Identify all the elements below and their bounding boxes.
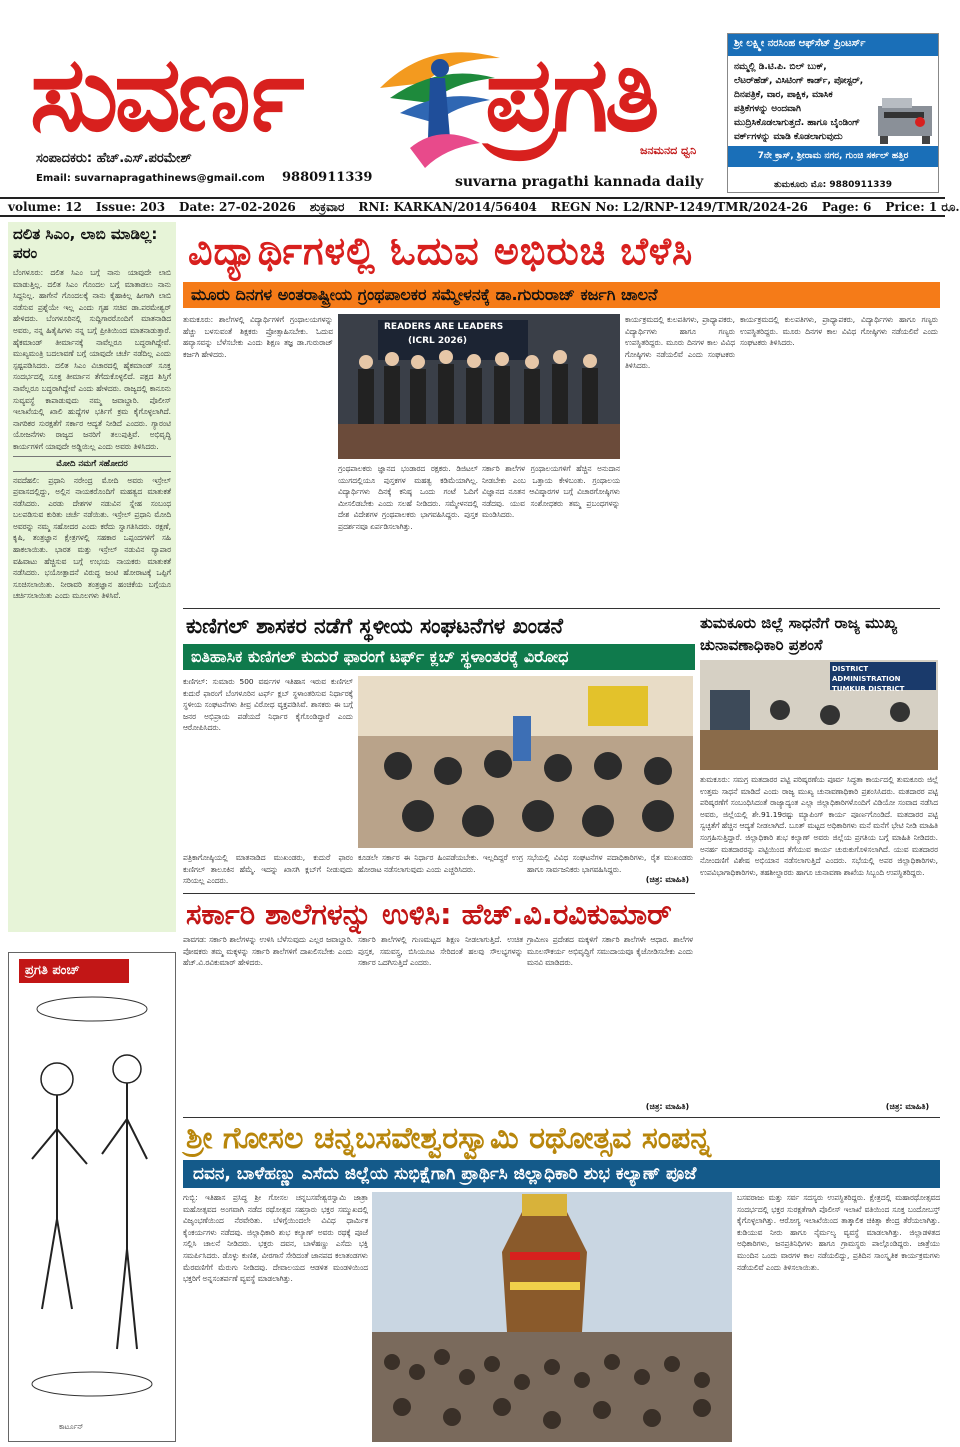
masthead bbox=[0, 0, 945, 195]
editor-line: ಸಂಪಾದಕರು: ಹೆಚ್.ಎಸ್.ಪರಮೇಶ್ bbox=[36, 151, 192, 166]
panch-caption: ಕಾರ್ಟೂನ್ bbox=[59, 1423, 84, 1431]
advert-contact: ತುಮಕೂರು ಮೊ: 9880911339 bbox=[774, 180, 892, 190]
price: Price: 1 ರೂ. bbox=[885, 199, 960, 214]
motto: ಜನಮನದ ಧ್ವನಿ bbox=[640, 144, 697, 157]
schools-col-1: ಪಾವಗಡ: ಸರ್ಕಾರಿ ಶಾಲೆಗಳನ್ನು ಉಳಿಸಿ ಬೆಳೆಸುವುದು ಎಲ್ಲರ ಜವಾಬ್ದಾರಿ. ಪೋಷಕರು ತಮ್ಮ ಮಕ್ಕಳನ್ನು ಸರ್ಕಾರಿ ಶಾಲೆಗಳಿಗೆ ದಾಖಲಿಸಬೇಕು ಎಂದು ಹೆಚ್.ವಿ.ರವಿಕುಮಾರ್ ಹೇಳಿದರು. bbox=[183, 935, 353, 968]
left-column bbox=[8, 222, 176, 932]
meeting-photo-icon bbox=[358, 676, 693, 848]
logo-title-left: ಸುವರ್ಣ bbox=[30, 32, 301, 155]
gosala-headline: ಶ್ರೀ ಗೋಸಲ ಚನ್ನಬಸವೇಶ್ವರಸ್ವಾಮಿ ರಥೋತ್ಸವ ಸಂಪನ್ನ bbox=[186, 1121, 712, 1156]
lead-col-4: ಕಾರ್ಯಕ್ರಮದಲ್ಲಿ ಕುಲಪತಿಗಳು, ಪ್ರಾಧ್ಯಾಪಕರು, ವಿದ್ಯಾರ್ಥಿಗಳು ಹಾಗೂ ಗಣ್ಯರು ಉಪಸ್ಥಿತರಿದ್ದರು. ಮೂರು ದಿನಗಳ ಕಾಲ ವಿವಿಧ ಗೋಷ್ಠಿಗಳು ನಡೆಯಲಿವೆ ಎಂದು ಸಂಘಟಕರು ತಿಳಿಸಿದರು. bbox=[625, 315, 735, 371]
email-line: Email: suvarnapragathinews@gmail.com bbox=[36, 173, 265, 184]
photo-banner-1: READERS ARE LEADERS bbox=[384, 322, 504, 332]
tumakuru-credit: (ಚಿತ್ರ: ಮಾಹಿತಿ) bbox=[885, 1102, 930, 1111]
lead-col-1: ತುಮಕೂರು: ಶಾಲೆಗಳಲ್ಲಿ ವಿದ್ಯಾರ್ಥಿಗಳಿಗೆ ಗ್ರಂಥಾಲಯಗಳನ್ನು ಹೆಚ್ಚು ಬಳಸುವಂತೆ ಶಿಕ್ಷಕರು ಪ್ರೋತ್ಸಾಹಿಸಬೇಕು. ಓದುವ ಹವ್ಯಾಸವನ್ನು ಬೆಳೆಸಬೇಕು ಎಂದು ಶಿಕ್ಷಣ ತಜ್ಞ ಡಾ.ಗುರುರಾಜ್ ಕರ್ಜಗಿ ಹೇಳಿದರು. bbox=[183, 315, 333, 359]
rni-number: RNI: KARKAN/2014/56404 bbox=[358, 200, 537, 214]
regn-number: REGN No: L2/RNP-1249/TMR/2024-26 bbox=[550, 200, 808, 214]
advert-body: ನಮ್ಮಲ್ಲಿ ಡಿ.ಟಿ.ಪಿ. ಬಿಲ್ ಬುಕ್, ಲೆಟರ್‌ಹೆಡ್, ವಿಸಿಟಿಂಗ್ ಕಾರ್ಡ್, ಪೋಸ್ಟರ್, ದಿನಪತ್ರಿಕೆ, ವಾರ, ಪಾಕ್ಷಿಕ, ಮಾಸಿಕ ಪತ್ರಿಕೆಗಳನ್ನು ಅಂದವಾಗಿ ಮುದ್ರಿಸಿಕೊಡಲಾಗುತ್ತದೆ. ಹಾಗೂ ಬೈಂಡಿಂಗ್ ವರ್ಕ್‌ಗಳನ್ನು ಮಾಡಿ ಕೊಡಲಾಗುವುದು bbox=[734, 62, 864, 142]
tumakuru-headline: ತುಮಕೂರು ಜಿಲ್ಲೆ ಸಾಧನೆಗೆ ರಾಜ್ಯ ಮುಖ್ಯ ಚುನಾವಣಾಧಿಕಾರಿ ಪ್ರಶಂಸೆ bbox=[700, 614, 898, 654]
schools-headline: ಸರ್ಕಾರಿ ಶಾಲೆಗಳನ್ನು ಉಳಿಸಿ: ಹೆಚ್.ವಿ.ರವಿಕುಮಾರ್ bbox=[186, 897, 672, 931]
left-headline: ದಲಿತ ಸಿಎಂ, ಲಾಬಿ ಮಾಡಿಲ್ಲ: ಪರಂ bbox=[13, 225, 158, 262]
lead-col-5: ಕಾರ್ಯಕ್ರಮದಲ್ಲಿ ಕುಲಪತಿಗಳು, ಪ್ರಾಧ್ಯಾಪಕರು, ವಿದ್ಯಾರ್ಥಿಗಳು ಹಾಗೂ ಗಣ್ಯರು ಉಪಸ್ಥಿತರಿದ್ದರು. ಮೂರು ದಿನಗಳ ಕಾಲ ವಿವಿಧ ಗೋಷ್ಠಿಗಳು ನಡೆಯಲಿವೆ ಎಂದು ಸಂಘಟಕರು ತಿಳಿಸಿದರು. bbox=[740, 315, 938, 348]
date: Date: 27-02-2026 bbox=[179, 200, 296, 214]
photo-sign-text: DISTRICT ADMINISTRATION TUMKUR DISTRICT bbox=[832, 665, 905, 693]
schools-col-2: ಸರ್ಕಾರಿ ಶಾಲೆಗಳಲ್ಲಿ ಗುಣಮಟ್ಟದ ಶಿಕ್ಷಣ ನೀಡಲಾಗುತ್ತಿದೆ. ಉಚಿತ ಪುಸ್ತಕ, ಸಮವಸ್ತ್ರ, ಬಿಸಿಯೂಟ ಸೇರಿದಂತೆ ಹಲವು ಸೌಲಭ್ಯಗಳನ್ನು ಸರ್ಕಾರ ಒದಗಿಸುತ್ತಿದೆ ಎಂದರು. bbox=[358, 935, 523, 968]
gosala-col-2: ಬಸವರಾಜು ಮತ್ತು ಸರ್ವ ಸದಸ್ಯರು ಉಪಸ್ಥಿತರಿದ್ದರು. ಕ್ಷೇತ್ರದಲ್ಲಿ ಮಹಾರಥೋತ್ಸವದ ಸಂದರ್ಭದಲ್ಲಿ ಭಕ್ತರ ಸುರಕ್ಷತೆಗಾಗಿ ಪೊಲೀಸ್ ಇಲಾಖೆ ವತಿಯಿಂದ ಸೂಕ್ತ ಬಂದೋಬಸ್ತ್ ಕೈಗೊಳ್ಳಲಾಗಿತ್ತು. ಆರೋಗ್ಯ ಇಲಾಖೆಯಿಂದ ತಾತ್ಕಾಲಿಕ ಚಿಕಿತ್ಸಾ ಕೇಂದ್ರ ತೆರೆಯಲಾಗಿತ್ತು. ಕುಡಿಯುವ ನೀರು ಹಾಗೂ ನೈರ್ಮಲ್ಯ ವ್ಯವಸ್ಥೆ ಮಾಡಲಾಗಿತ್ತು. ಜಿಲ್ಲಾಡಳಿತದ ಅಧಿಕಾರಿಗಳು, ಜನಪ್ರತಿನಿಧಿಗಳು ಹಾಗೂ ಗ್ರಾಮಸ್ಥರು ಪಾಲ್ಗೊಂಡಿದ್ದರು. ಜಾತ್ರೆಯು ಮುಂದಿನ ಒಂದು ವಾರಗಳ ಕಾಲ ನಡೆಯಲಿದ್ದು, ಪ್ರತಿದಿನ ಸಾಂಸ್ಕೃತಿಕ ಕಾರ್ಯಕ್ರಮಗಳು ನಡೆಯಲಿವೆ ಎಂದು ತಿಳಿಸಲಾಯಿತು. bbox=[737, 1193, 940, 1272]
gosala-col-1: ಗುಬ್ಬಿ: ಇತಿಹಾಸ ಪ್ರಸಿದ್ಧ ಶ್ರೀ ಗೋಸಲ ಚನ್ನಬಸವೇಶ್ವರಸ್ವಾಮಿ ಜಾತ್ರಾ ಮಹೋತ್ಸವದ ಅಂಗವಾಗಿ ನಡೆದ ರಥೋತ್ಸವ ಸಹಸ್ರಾರು ಭಕ್ತರ ಸಮ್ಮುಖದಲ್ಲಿ ವಿಜೃಂಭಣೆಯಿಂದ ನೆರವೇರಿತು. ಬೆಳಿಗ್ಗೆಯಿಂದಲೇ ವಿವಿಧ ಧಾರ್ಮಿಕ ಕೈಂಕರ್ಯಗಳು ನಡೆದವು. ಜಿಲ್ಲಾಧಿಕಾರಿ ಶುಭ ಕಲ್ಯಾಣ್ ಅವರು ರಥಕ್ಕೆ ಪೂಜೆ ಸಲ್ಲಿಸಿ ಚಾಲನೆ ನೀಡಿದರು. ಭಕ್ತರು ದವನ, ಬಾಳೆಹಣ್ಣು ಎಸೆದು ಭಕ್ತಿ ಸಮರ್ಪಿಸಿದರು. ಡೊಳ್ಳು ಕುಣಿತ, ವೀರಗಾಸೆ ಸೇರಿದಂತೆ ಜಾನಪದ ಕಲಾತಂಡಗಳು ಮೆರವಣಿಗೆಗೆ ಮೆರುಗು ನೀಡಿದವು. ದೇವಾಲಯದ ಆಡಳಿತ ಮಂಡಳಿಯಿಂದ ಭಕ್ತರಿಗೆ ಅನ್ನಸಂತರ್ಪಣೆ ವ್ಯವಸ್ಥೆ ಮಾಡಲಾಗಿತ್ತು. bbox=[183, 1193, 368, 1284]
panch-title: ಪ್ರಗತಿ ಪಂಚ್ bbox=[19, 959, 129, 983]
issue: Issue: 203 bbox=[95, 200, 166, 214]
subtitle: suvarna pragathi kannada daily bbox=[455, 174, 704, 190]
lead-headline: ವಿದ್ಯಾರ್ಥಿಗಳಲ್ಲಿ ಓದುವ ಅಭಿರುಚಿ ಬೆಳೆಸಿ bbox=[188, 229, 694, 273]
advert-heading: ಶ್ರೀ ಲಕ್ಷ್ಮೀ ನರಸಿಂಹ ಆಫ್‌ಸೆಟ್ ಪ್ರಿಂಟರ್ಸ್ bbox=[728, 34, 938, 56]
weekday: ಶುಕ್ರವಾರ bbox=[309, 199, 345, 214]
kunigal-headline: ಕುಣಿಗಲ್ ಶಾಸಕರ ನಡೆಗೆ ಸ್ಥಳೀಯ ಸಂಘಟನೆಗಳ ಖಂಡನೆ bbox=[186, 614, 564, 638]
tumakuru-photo bbox=[700, 660, 938, 770]
issue-info-bar bbox=[0, 197, 960, 217]
page-number: Page: 6 bbox=[821, 200, 872, 214]
divider bbox=[183, 893, 695, 894]
schools-credit: (ಚಿತ್ರ: ಮಾಹಿತಿ) bbox=[645, 1102, 690, 1111]
lead-col-2: ಗ್ರಂಥಪಾಲಕರು ಜ್ಞಾನದ ಭಂಡಾರದ ರಕ್ಷಕರು. ಡಿಜಿಟಲ್ ಯುಗದಲ್ಲಿಯೂ ಪುಸ್ತಕಗಳ ಮಹತ್ವ ಕಡಿಮೆಯಾಗಿಲ್ಲ. ವಿದ್ಯಾರ್ಥಿಗಳು ದಿನಕ್ಕೆ ಕನಿಷ್ಠ ಒಂದು ಗಂಟೆ ಓದಿಗೆ ಮೀಸಲಿಡಬೇಕು ಎಂದು ಸಲಹೆ ನೀಡಿದರು. ಸಮ್ಮೇಳನದಲ್ಲಿ ದೇಶ ವಿದೇಶಗಳ ಗ್ರಂಥಪಾಲಕರು ಭಾಗವಹಿಸಿದ್ದರು. ಪುಸ್ತಕ ಪ್ರದರ್ಶನವೂ ಏರ್ಪಡಿಸಲಾಗಿತ್ತು. bbox=[338, 464, 478, 531]
kunigal-photo bbox=[358, 676, 693, 848]
kunigal-subhead: ಐತಿಹಾಸಿಕ ಕುಣಿಗಲ್ ಕುದುರೆ ಫಾರಂಗೆ ಟರ್ಫ್ ಕ್ಲಬ್ ಸ್ಥಳಾಂತರಕ್ಕೆ ವಿರೋಧ bbox=[183, 644, 695, 670]
logo-title-right: ಪ್ರಗತಿ bbox=[485, 32, 656, 155]
lead-photo bbox=[338, 314, 620, 459]
conference-photo-icon bbox=[338, 314, 620, 459]
kunigal-col-4: ಸಭೆಯಲ್ಲಿ ವಿವಿಧ ಸಂಘಟನೆಗಳ ಪದಾಧಿಕಾರಿಗಳು, ರೈತ ಮುಖಂಡರು ಹಾಗೂ ಸಾರ್ವಜನಿಕರು ಭಾಗವಹಿಸಿದ್ದರು. bbox=[527, 853, 693, 874]
gosala-photo bbox=[372, 1192, 732, 1442]
kunigal-col-1: ಕುಣಿಗಲ್: ಸುಮಾರು 500 ವರ್ಷಗಳ ಇತಿಹಾಸ ಇರುವ ಕುಣಿಗಲ್ ಕುದುರೆ ಫಾರಂಗೆ ಬೆಂಗಳೂರಿನ ಟರ್ಫ್ ಕ್ಲಬ್ ಸ್ಥಳಾಂತರಿಸುವ ನಿರ್ಧಾರಕ್ಕೆ ಸ್ಥಳೀಯ ಸಂಘಟನೆಗಳು ತೀವ್ರ ವಿರೋಧ ವ್ಯಕ್ತಪಡಿಸಿವೆ. ಶಾಸಕರು ಈ ಬಗ್ಗೆ ಜನರ ಅಭಿಪ್ರಾಯ ಪಡೆಯದೆ ನಿರ್ಧಾರ ಕೈಗೊಂಡಿದ್ದಾರೆ ಎಂದು ಆರೋಪಿಸಿದರು. bbox=[183, 677, 353, 733]
advert-address: 7ನೇ ಕ್ರಾಸ್, ಶ್ರೀರಾಮ ನಗರ, ಗುಂಚಿ ಸರ್ಕಲ್ ಹತ್ತಿರ bbox=[728, 146, 938, 167]
printer-advert bbox=[727, 33, 939, 193]
phone-number: 9880911339 bbox=[282, 170, 373, 185]
pragati-panch bbox=[8, 952, 176, 1442]
divider bbox=[183, 1117, 940, 1118]
volume: volume: 12 bbox=[8, 200, 82, 214]
printing-press-icon bbox=[876, 92, 934, 146]
tumakuru-body: ತುಮಕೂರು: ಸಮಗ್ರ ಮತದಾರರ ಪಟ್ಟಿ ಪರಿಷ್ಕರಣೆಯ ಪೂರ್ವ ಸಿದ್ಧತಾ ಕಾರ್ಯದಲ್ಲಿ ತುಮಕೂರು ಜಿಲ್ಲೆ ಉತ್ತಮ ಸಾಧನೆ ಮಾಡಿದೆ ಎಂದು ರಾಜ್ಯ ಮುಖ್ಯ ಚುನಾವಣಾಧಿಕಾರಿ ಪ್ರಶಂಸಿಸಿದರು. ಮತದಾರರ ಪಟ್ಟಿ ಪರಿಷ್ಕರಣೆಗೆ ಸಂಬಂಧಿಸಿದಂತೆ ರಾಜ್ಯಾದ್ಯಂತ ಎಲ್ಲಾ ಜಿಲ್ಲಾಧಿಕಾರಿಗಳೊಂದಿಗೆ ವಿಡಿಯೋ ಸಂವಾದ ನಡೆಸಿದ ಅವರು, ಜಿಲ್ಲೆಯಲ್ಲಿ ಶೇ.91.19ರಷ್ಟು ಮ್ಯಾಪಿಂಗ್ ಕಾರ್ಯ ಪೂರ್ಣಗೊಂಡಿದೆ. ಮತದಾರರ ಪಟ್ಟಿ ಸ್ವಚ್ಛತೆಗೆ ಹೆಚ್ಚಿನ ಆದ್ಯತೆ ನೀಡಲಾಗಿದೆ. ಬೂತ್ ಮಟ್ಟದ ಅಧಿಕಾರಿಗಳು ಮನೆ ಮನೆಗೆ ಭೇಟಿ ನೀಡಿ ಮಾಹಿತಿ ಸಂಗ್ರಹಿಸುತ್ತಿದ್ದಾರೆ. ಜಿಲ್ಲಾಧಿಕಾರಿ ಶುಭ ಕಲ್ಯಾಣ್ ಅವರು ಜಿಲ್ಲೆಯ ಪ್ರಗತಿಯ ಬಗ್ಗೆ ಮಾಹಿತಿ ನೀಡಿದರು. ಅನರ್ಹ ಮತದಾರರನ್ನು ಪಟ್ಟಿಯಿಂದ ತೆಗೆಯುವ ಕಾರ್ಯ ಚುರುಕುಗೊಳಿಸಲಾಗಿದೆ. ಯುವ ಮತದಾರರ ನೋಂದಣಿಗೆ ವಿಶೇಷ ಅಭಿಯಾನ ನಡೆಸಲಾಗುತ್ತಿದೆ ಎಂದರು. ಸಭೆಯಲ್ಲಿ ಅಪರ ಜಿಲ್ಲಾಧಿಕಾರಿಗಳು, ಉಪವಿಭಾಗಾಧಿಕಾರಿಗಳು, ತಹಶೀಲ್ದಾರರು ಹಾಗೂ ಚುನಾವಣಾ ಶಾಖೆಯ ಸಿಬ್ಬಂದಿ ಉಪಸ್ಥಿತರಿದ್ದರು. bbox=[700, 775, 938, 877]
lead-col-3: ಸರ್ಕಾರಿ ಶಾಲೆಗಳ ಗ್ರಂಥಾಲಯಗಳಿಗೆ ಹೆಚ್ಚಿನ ಅನುದಾನ ನೀಡಬೇಕು ಎಂಬ ಒತ್ತಾಯ ಕೇಳಿಬಂತು. ಗ್ರಂಥಾಲಯ ವಿಜ್ಞಾನದ ನೂತನ ಆವಿಷ್ಕಾರಗಳ ಬಗ್ಗೆ ವಿಚಾರಗೋಷ್ಠಿಗಳು ನಡೆದವು. ಯುವ ಸಂಶೋಧಕರು ತಮ್ಮ ಪ್ರಬಂಧಗಳನ್ನು ಮಂಡಿಸಿದರು. bbox=[482, 464, 620, 520]
kunigal-credit: (ಚಿತ್ರ: ಮಾಹಿತಿ) bbox=[645, 875, 690, 884]
kunigal-col-3: ಕೂಡಲೇ ಸರ್ಕಾರ ಈ ನಿರ್ಧಾರ ಹಿಂಪಡೆಯಬೇಕು. ಇಲ್ಲದಿದ್ದರೆ ಉಗ್ರ ಹೋರಾಟ ನಡೆಸಲಾಗುವುದು ಎಂದು ಎಚ್ಚರಿಸಿದರು. bbox=[358, 853, 523, 874]
left-sub-headline: ಮೋದಿ ನಮಗೆ ಸಹೋದರ bbox=[13, 456, 171, 472]
photo-banner-2: (ICRL 2026) bbox=[408, 336, 468, 346]
schools-col-3: ಗ್ರಾಮೀಣ ಪ್ರದೇಶದ ಮಕ್ಕಳಿಗೆ ಸರ್ಕಾರಿ ಶಾಲೆಗಳೇ ಆಧಾರ. ಶಾಲೆಗಳ ಮೂಲಸೌಕರ್ಯ ಅಭಿವೃದ್ಧಿಗೆ ಸಮುದಾಯವೂ ಕೈಜೋಡಿಸಬೇಕು ಎಂದು ಮನವಿ ಮಾಡಿದರು. bbox=[527, 935, 693, 968]
left-sub-body: ನವದೆಹಲಿ: ಪ್ರಧಾನಿ ನರೇಂದ್ರ ಮೋದಿ ಅವರು ಇಸ್ರೇಲ್ ಪ್ರವಾಸದಲ್ಲಿದ್ದು, ಅಲ್ಲಿನ ನಾಯಕರೊಂದಿಗೆ ಮಹತ್ವದ ಮಾತುಕತೆ ನಡೆಸಿದರು. ಎರಡು ದೇಶಗಳ ನಡುವಿನ ಸ್ನೇಹ ಸಂಬಂಧ ಬಲಪಡಿಸುವ ಕುರಿತು ಚರ್ಚೆ ನಡೆಯಿತು. ಇಸ್ರೇಲ್ ಪ್ರಧಾನಿ ಮೋದಿ ಅವರನ್ನು ನಮ್ಮ ಸಹೋದರ ಎಂದು ಕರೆದು ಸ್ವಾಗತಿಸಿದರು. ರಕ್ಷಣೆ, ಕೃಷಿ, ತಂತ್ರಜ್ಞಾನ ಕ್ಷೇತ್ರಗಳಲ್ಲಿ ಸಹಕಾರ ಒಪ್ಪಂದಗಳಿಗೆ ಸಹಿ ಹಾಕಲಾಯಿತು. ಭಾರತ ಮತ್ತು ಇಸ್ರೇಲ್ ನಡುವಿನ ವ್ಯಾಪಾರ ವಹಿವಾಟು ಹೆಚ್ಚಿಸುವ ಬಗ್ಗೆ ಉಭಯ ನಾಯಕರು ಮಾತುಕತೆ ನಡೆಸಿದರು. ಭಯೋತ್ಪಾದನೆ ವಿರುದ್ಧ ಜಂಟಿ ಹೋರಾಟಕ್ಕೆ ಒಪ್ಪಿಗೆ ಸೂಚಿಸಲಾಯಿತು. ನೀರಾವರಿ ತಂತ್ರಜ್ಞಾನ ಹಂಚಿಕೆಯ ಬಗ್ಗೆಯೂ ಚರ್ಚಿಸಲಾಯಿತು ಎಂದು ಮೂಲಗಳು ತಿಳಿಸಿವೆ. bbox=[13, 475, 171, 601]
kunigal-col-2: ಪತ್ರಿಕಾಗೋಷ್ಠಿಯಲ್ಲಿ ಮಾತನಾಡಿದ ಮುಖಂಡರು, ಕುದುರೆ ಫಾರಂ ಕುಣಿಗಲ್ ತಾಲೂಕಿನ ಹೆಮ್ಮೆ. ಇದನ್ನು ಖಾಸಗಿ ಕ್ಲಬ್‌ಗೆ ನೀಡುವುದು ಸರಿಯಲ್ಲ ಎಂದರು. bbox=[183, 853, 353, 886]
chariot-festival-photo-icon bbox=[372, 1192, 732, 1442]
cartoon-figures-icon bbox=[17, 989, 167, 1429]
divider bbox=[183, 608, 940, 609]
left-article-body: ಬೆಂಗಳೂರು: ದಲಿತ ಸಿಎಂ ಬಗ್ಗೆ ನಾನು ಯಾವುದೇ ಲಾಬಿ ಮಾಡುತ್ತಿಲ್ಲ. ದಲಿತ ಸಿಎಂ ಗೊಂದಲ ಬಗ್ಗೆ ಮಾತಾಡಲು ನಾನು ಸಿದ್ದನಿಲ್ಲ. ಹಾಗೇನೆ ಗೊಂದಲಕ್ಕೆ ನಾನು ಕೈಹಾಕಿಲ್ಲ ಹೀಗಾಗಿ ಲಾಬಿ ನಡೆಸುವ ಪ್ರಶ್ನೆಯೇ ಇಲ್ಲ ಎಂದು ಗೃಹ ಸಚಿವ ಡಾ.ಪರಮೇಶ್ವರ್ ಹೇಳಿದರು. ಬೆಂಗಳೂರಿನಲ್ಲಿ ಸುದ್ದಿಗಾರರೊಂದಿಗೆ ಮಾತನಾಡಿದ ಅವರು, ನನ್ನ ಹಿತೈಷಿಗಳು ನನ್ನ ಬಗ್ಗೆ ಪ್ರೀತಿಯಿಂದ ಮಾತನಾಡುತ್ತಾರೆ. ಹೈಕಮಾಂಡ್ ತೀರ್ಮಾನಕ್ಕೆ ನಾವೆಲ್ಲರೂ ಬದ್ಧರಾಗಿದ್ದೇವೆ. ಮುಖ್ಯಮಂತ್ರಿ ಬದಲಾವಣೆ ಬಗ್ಗೆ ಯಾವುದೇ ಚರ್ಚೆ ನಡೆದಿಲ್ಲ ಎಂದು ಸ್ಪಷ್ಟಪಡಿಸಿದರು. ದಲಿತ ಸಿಎಂ ವಿಚಾರದಲ್ಲಿ ಹೈಕಮಾಂಡ್ ಸೂಕ್ತ ಸಂದರ್ಭದಲ್ಲಿ ಸೂಕ್ತ ತೀರ್ಮಾನ ತೆಗೆದುಕೊಳ್ಳಲಿದೆ. ಪಕ್ಷದ ಶಿಸ್ತಿಗೆ ನಾವೆಲ್ಲರೂ ಬದ್ಧರಾಗಿದ್ದೇವೆ ಎಂದು ಹೇಳಿದರು. ರಾಜ್ಯದಲ್ಲಿ ಕಾನೂನು ಸುವ್ಯವಸ್ಥೆ ಕಾಪಾಡುವುದು ನಮ್ಮ ಜವಾಬ್ದಾರಿ. ಪೊಲೀಸ್ ಇಲಾಖೆಯಲ್ಲಿ ಖಾಲಿ ಹುದ್ದೆಗಳ ಭರ್ತಿಗೆ ಕ್ರಮ ಕೈಗೊಳ್ಳಲಾಗಿದೆ. ನಾಗರಿಕರ ಸುರಕ್ಷತೆಗೆ ಸರ್ಕಾರ ಆದ್ಯತೆ ನೀಡಿದೆ ಎಂದರು. ಗ್ಯಾರಂಟಿ ಯೋಜನೆಗಳು ರಾಜ್ಯದ ಜನರಿಗೆ ತಲುಪುತ್ತಿವೆ. ಅಭಿವೃದ್ಧಿ ಕಾರ್ಯಗಳಿಗೆ ಯಾವುದೇ ಅಡ್ಡಿಯಿಲ್ಲ ಎಂದು ಅವರು ತಿಳಿಸಿದರು. bbox=[13, 268, 171, 451]
lead-subhead: ಮೂರು ದಿನಗಳ ಅಂತರಾಷ್ಟ್ರೀಯ ಗ್ರಂಥಪಾಲಕರ ಸಮ್ಮೇಳನಕ್ಕೆ ಡಾ.ಗುರುರಾಜ್ ಕರ್ಜಗಿ ಚಾಲನೆ bbox=[183, 282, 940, 308]
gosala-subhead: ದವನ, ಬಾಳೆಹಣ್ಣು ಎಸೆದು ಜಿಲ್ಲೆಯ ಸುಭಿಕ್ಷೆಗಾಗಿ ಪ್ರಾರ್ಥಿಸಿ ಜಿಲ್ಲಾಧಿಕಾರಿ ಶುಭ ಕಲ್ಯಾಣ್ ಪೂಜೆ bbox=[183, 1160, 940, 1188]
